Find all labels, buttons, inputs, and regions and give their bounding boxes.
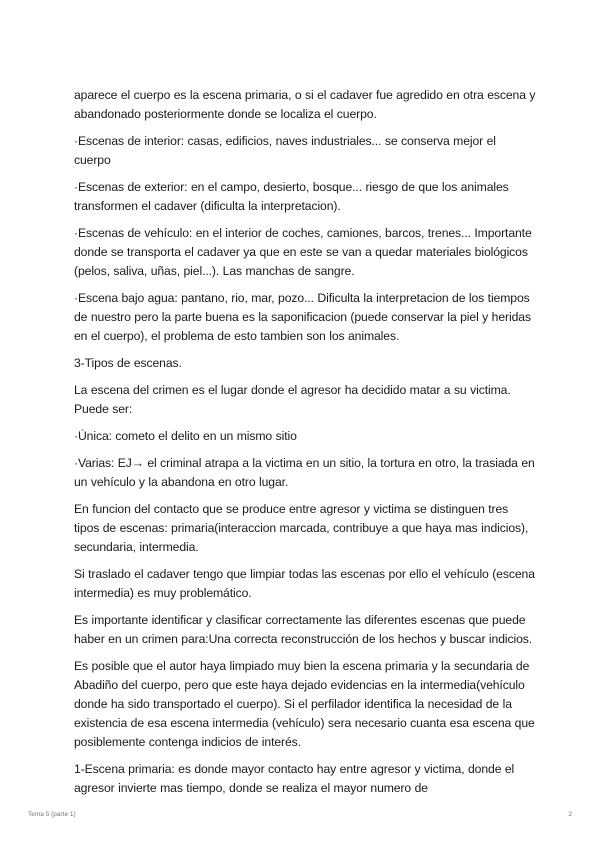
paragraph-single-scene: ·Única: cometo el delito en un mismo sitio <box>74 429 297 443</box>
paragraph-interior-scenes: ·Escenas de interior: casas, edificios, naves industriales... se conserva mejor el cuerpo <box>74 134 496 167</box>
page-footer <box>28 811 572 823</box>
paragraph-primary-scene: 1-Escena primaria: es donde mayor contacto hay entre agresor y victima, donde el agresor invierte mas tiempo, donde se realiza el mayor numero de <box>74 762 515 795</box>
paragraph-scene-location: aparece el cuerpo es la escena primaria, o si el cadaver fue agredido en otra escena y abandonado posteriormente donde se localiza el cuerpo. <box>74 88 536 121</box>
paragraph-vehicle-scenes: ·Escenas de vehículo: en el interior de coches, camiones, barcos, trenes... Importante donde se transporta el cadaver ya que en este se van a quedar materiales biológicos (pelos, saliva, uñas, piel...). Las manchas de sangre. <box>74 226 532 278</box>
footer-page-number: 2 <box>568 811 572 818</box>
paragraph-contact-types: En funcion del contacto que se produce entre agresor y victima se distinguen tres tipos de escenas: primaria(interaccion marcada, contribuye a que haya mas indicios), secundaria, intermedia. <box>74 502 529 554</box>
section-heading-scene-types: 3-Tipos de escenas. <box>74 356 182 370</box>
paragraph-exterior-scenes: ·Escenas de exterior: en el campo, desierto, bosque... riesgo de que los animales transformen el cadaver (dificulta la interpretacion). <box>74 180 509 213</box>
paragraph-intermediate-evidence: Es posible que el autor haya limpiado muy bien la escena primaria y la secundaria de Abadiño del cuerpo, pero que este haya dejado evidencias en la intermedia(vehículo donde ha sido transportado el cuerpo). Si el perfilador identifica la necesidad de la existencia de esa escena intermedia (vehículo) sera necesario cuanta esa escena que posiblemente contenga indicios de interés. <box>74 659 535 749</box>
document-body <box>74 86 536 806</box>
paragraph-multiple-scenes: ·Varias: EJ→ el criminal atrapa a la victima en un sitio, la tortura en otro, la trasiada en un vehículo y la abandona en otro lugar. <box>74 456 535 489</box>
paragraph-importance-classification: Es importante identificar y clasificar correctamente las diferentes escenas que puede haber en un crimen para:Una correcta reconstrucción de los hechos y buscar indicios. <box>74 613 533 646</box>
paragraph-vehicle-problem: Si traslado el cadaver tengo que limpiar todas las escenas por ello el vehículo (escena intermedia) es muy problemático. <box>74 567 535 600</box>
footer-document-title: Tema 5 (parte 1) <box>28 811 76 818</box>
paragraph-crime-scene-definition: La escena del crimen es el lugar donde el agresor ha decidido matar a su victima. Puede ser: <box>74 383 511 416</box>
paragraph-underwater-scenes: ·Escena bajo agua: pantano, rio, mar, pozo... Dificulta la interpretacion de los tiempos de nuestro pero la parte buena es la saponificacion (puede conservar la piel y heridas en el cuerpo), el problema de esto tambien son los animales. <box>74 291 531 343</box>
